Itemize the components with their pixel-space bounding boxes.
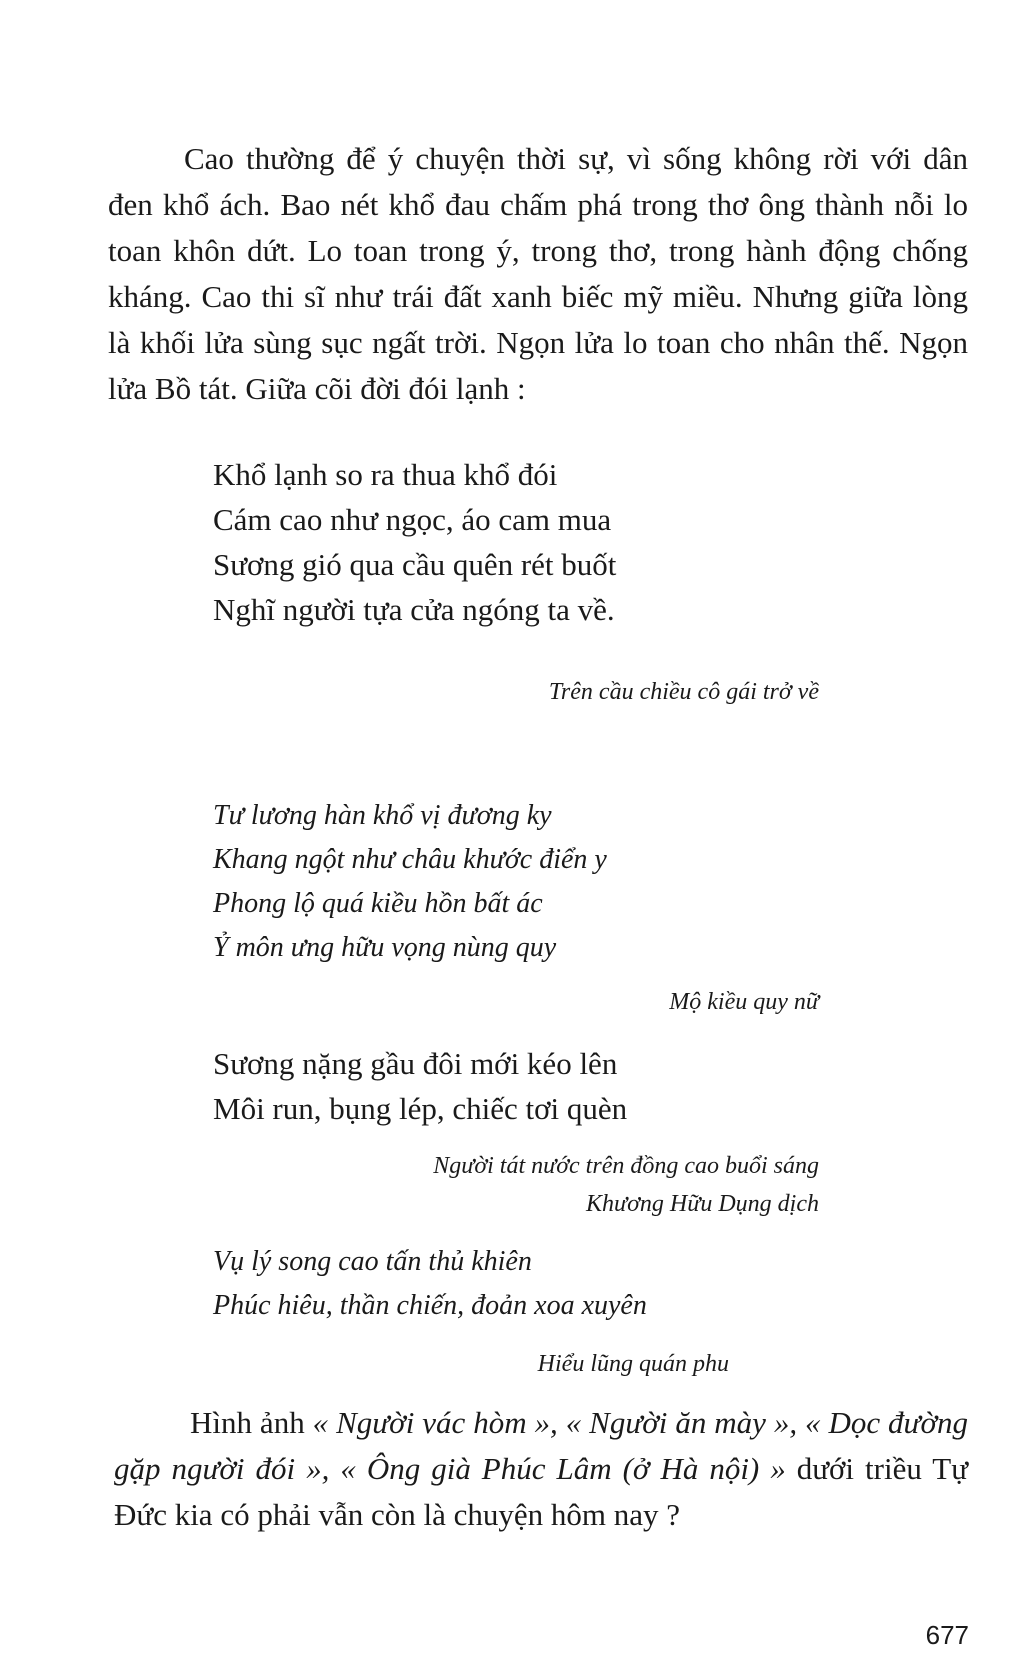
poem-line: Vụ lý song cao tấn thủ khiên [213,1246,532,1277]
closing-paragraph [114,1400,968,1538]
poem-line: Môi run, bụng lép, chiếc tơi quèn [213,1091,628,1126]
poem-3 [213,1041,627,1131]
closing-paragraph-block [114,1400,968,1538]
closing-tail: dưới triều Tự Đức kia có phải vẫn còn là chuyện hôm nay ? [114,1451,968,1532]
poem-2 [213,794,607,970]
poem-4 [213,1240,647,1328]
poem-line: Sương gió qua cầu quên rét buốt [213,547,617,582]
poem-line: Nghĩ người tựa cửa ngóng ta về. [213,592,615,627]
poem-1-source: Trên cầu chiều cô gái trở về [548,679,819,705]
poem-1 [213,452,616,632]
poem-line: Khang ngột như châu khước điển y [213,844,607,875]
poem-line: Cám cao như ngọc, áo cam mua [213,502,612,537]
poem-2-source: Mộ kiều quy nữ [669,989,819,1015]
closing-lead: Hình ảnh [190,1405,313,1440]
poem-line: Khổ lạnh so ra thua khổ đói [213,457,558,492]
poem-4-source: Hiểu lũng quán phu [537,1351,729,1377]
poem-line: Ỷ môn ưng hữu vọng nùng quy [213,932,557,963]
intro-paragraph-block [108,136,968,412]
closing-titles: « Người vác hòm », « Người ăn mày », « Dọc đường gặp người đói », « Ông già Phúc Lâm (ở Hà nội) » [114,1405,968,1486]
poem-line: Sương nặng gầu đôi mới kéo lên [213,1046,618,1081]
page-number: 677 [925,1620,969,1650]
poem-line: Phong lộ quá kiều hồn bất ác [213,888,543,919]
poem-line: Phúc hiêu, thần chiến, đoản xoa xuyên [213,1290,647,1321]
poem-line: Tư lương hàn khổ vị đương ky [213,800,552,831]
intro-paragraph: Cao thường để ý chuyện thời sự, vì sống không rời với dân đen khổ ách. Bao nét khổ đau chấm phá trong thơ ông thành nỗi lo toan khôn dứt. Lo toan trong ý, trong thơ, trong hành động chống kháng. Cao thi sĩ như trái đất xanh biếc mỹ miều. Nhưng giữa lòng là khối lửa sùng sục ngất trời. Ngọn lửa lo toan cho nhân thế. Ngọn lửa Bồ tát. Giữa cõi đời đói lạnh : [108,141,968,406]
poem-3-translator: Khương Hữu Dụng dịch [586,1191,819,1217]
poem-3-source: Người tát nước trên đồng cao buổi sáng [433,1153,819,1179]
